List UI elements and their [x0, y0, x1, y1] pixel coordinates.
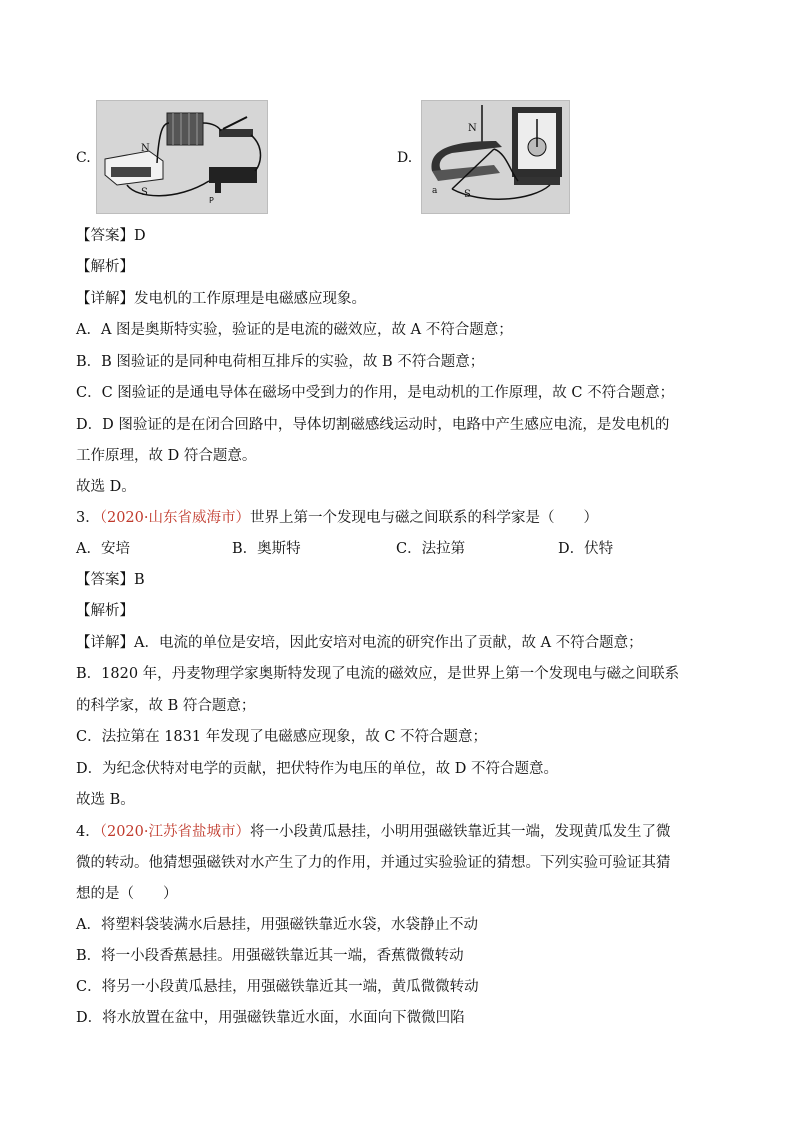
q3-option-c: C．法拉第	[396, 541, 466, 557]
figure-c-motor-experiment	[96, 100, 268, 214]
q3-answer: 【答案】B	[76, 572, 145, 588]
q2-analysis-heading: 【解析】	[76, 259, 134, 275]
svg-text:S: S	[141, 187, 148, 198]
q3-explain-b-line2: 的科学家，故 B 符合题意；	[76, 698, 256, 714]
q2-explain-a: A．A 图是奥斯特实验，验证的是电流的磁效应，故 A 不符合题意；	[76, 322, 513, 338]
svg-text:S: S	[464, 189, 471, 200]
figure-row	[0, 100, 794, 215]
q2-detail: 【详解】发电机的工作原理是电磁感应现象。	[76, 291, 366, 307]
q4-stem-line2: 微的转动。他猜想强磁铁对水产生了力的作用，并通过实验验证的猜想。下列实验可验证其猜	[76, 855, 671, 871]
q4-option-d: D．将水放置在盆中，用强磁铁靠近水面，水面向下微微凹陷	[76, 1010, 465, 1026]
q3-question: 世界上第一个发现电与磁之间联系的科学家是（ ）	[250, 510, 598, 526]
q2-explain-c: C．C 图验证的是通电导体在磁场中受到力的作用，是电动机的工作原理，故 C 不符合题意；	[76, 385, 675, 401]
q4-option-a: A．将塑料袋装满水后悬挂，用强磁铁靠近水袋，水袋静止不动	[76, 917, 478, 933]
option-d-label: D.	[397, 150, 413, 166]
svg-text:N: N	[468, 123, 477, 134]
q3-option-b: B．奥斯特	[232, 541, 301, 557]
figure-d-drawing	[422, 101, 569, 213]
svg-text:a: a	[432, 186, 438, 196]
q4-option-c: C．将另一小段黄瓜悬挂，用强磁铁靠近其一端，黄瓜微微转动	[76, 979, 479, 995]
figure-c-drawing	[97, 101, 267, 213]
q4-stem-line3: 想的是（ ）	[76, 886, 178, 902]
q3-explain-c: C．法拉第在 1831 年发现了电磁感应现象，故 C 不符合题意；	[76, 729, 488, 745]
q2-explain-d-line2: 工作原理，故 D 符合题意。	[76, 448, 257, 464]
q2-conclusion: 故选 D。	[76, 479, 136, 495]
svg-text:P: P	[209, 196, 214, 205]
q4-stem-line1	[76, 822, 671, 842]
q3-option-a: A．安培	[76, 541, 130, 557]
q4-option-b: B．将一小段香蕉悬挂。用强磁铁靠近其一端，香蕉微微转动	[76, 948, 464, 964]
figure-d-generator-experiment	[421, 100, 570, 214]
svg-text:N: N	[141, 143, 150, 154]
q3-number: 3．	[76, 510, 100, 526]
q3-analysis-heading: 【解析】	[76, 603, 134, 619]
q4-number: 4．	[76, 824, 100, 840]
q2-explain-d-line1: D．D 图验证的是在闭合回路中，导体切割磁感线运动时，电路中产生感应电流，是发电机的	[76, 417, 670, 433]
q3-explain-b-line1: B．1820 年，丹麦物理学家奥斯特发现了电流的磁效应，是世界上第一个发现电与磁之间联系	[76, 666, 680, 682]
q2-answer: 【答案】D	[76, 228, 146, 244]
option-c-label: C.	[76, 150, 91, 166]
q2-explain-b: B．B 图验证的是同种电荷相互排斥的实验，故 B 不符合题意；	[76, 354, 485, 370]
q3-conclusion: 故选 B。	[76, 792, 135, 808]
q3-stem	[76, 508, 598, 528]
q3-source: （2020·山东省威海市）	[99, 510, 250, 526]
q3-explain-d: D．为纪念伏特对电学的贡献，把伏特作为电压的单位，故 D 不符合题意。	[76, 761, 558, 777]
q4-question-line1: 将一小段黄瓜悬挂，小明用强磁铁靠近其一端，发现黄瓜发生了微	[250, 824, 671, 840]
q3-detail: 【详解】A．电流的单位是安培，因此安培对电流的研究作出了贡献，故 A 不符合题意；	[76, 635, 643, 651]
q4-source: （2020·江苏省盐城市）	[99, 824, 250, 840]
q3-option-d: D．伏特	[558, 541, 614, 557]
